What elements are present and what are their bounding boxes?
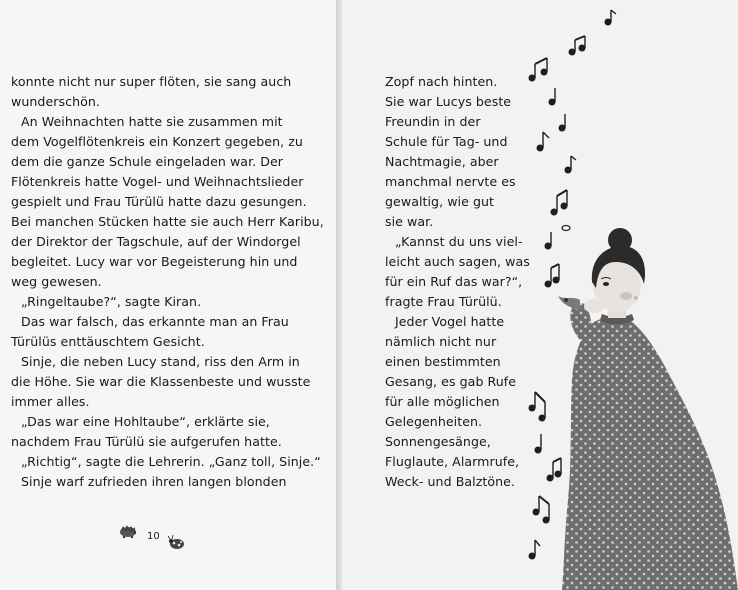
text-line: nämlich nicht nur: [385, 334, 497, 349]
text-line: für ein Ruf das war?“,: [385, 274, 523, 289]
text-line: Fluglaute, Alarmrufe,: [385, 454, 520, 469]
teacher-illustration: [502, 0, 738, 590]
page-footer: [118, 522, 188, 552]
text-line: Freundin in der: [385, 114, 481, 129]
text-line: „Ringeltaube?“, sagte Kiran.: [21, 294, 202, 309]
text-line: „Das war eine Hohltaube“, erklärte sie,: [21, 414, 270, 429]
text-line: Weck- und Balztöne.: [385, 474, 515, 489]
text-line: „Richtig“, sagte die Lehrerin. „Ganz toll, Sinje.“: [21, 454, 321, 469]
text-line: gewaltig, wie gut: [385, 194, 495, 209]
text-line: für alle möglichen: [385, 394, 500, 409]
page-number: 10: [147, 531, 160, 542]
text-line: An Weihnachten hatte sie zusammen mit: [21, 114, 283, 129]
text-line: Nachtmagie, aber: [385, 154, 499, 169]
text-line: die Höhe. Sie war die Klassenbeste und wusste: [11, 374, 311, 389]
text-line: sie war.: [385, 214, 434, 229]
text-line: „Kannst du uns viel-: [395, 234, 523, 249]
text-line: fragte Frau Türülü.: [385, 294, 502, 309]
text-line: konnte nicht nur super flöten, sie sang auch: [11, 74, 292, 89]
hedgehog-icon: [118, 524, 138, 538]
text-line: Schule für Tag- und: [385, 134, 508, 149]
text-line: Flötenkreis hatte Vogel- und Weihnachtslieder: [11, 174, 304, 189]
text-line: gespielt und Frau Türülü hatte dazu gesungen.: [11, 194, 307, 209]
left-page: [0, 0, 336, 590]
text-line: Bei manchen Stücken hatte sie auch Herr Karibu,: [11, 214, 324, 229]
text-line: begleitet. Lucy war vor Begeisterung hin und: [11, 254, 298, 269]
text-line: einen bestimmten: [385, 354, 501, 369]
text-line: weg gewesen.: [11, 274, 102, 289]
left-page-text: [11, 72, 324, 492]
dress: [562, 318, 738, 590]
text-line: nachdem Frau Türülü sie aufgerufen hatte.: [11, 434, 282, 449]
text-line: Sie war Lucys beste: [385, 94, 512, 109]
text-line: Türülüs enttäuschtem Gesicht.: [11, 334, 205, 349]
text-line: wunderschön.: [11, 94, 100, 109]
text-line: Zopf nach hinten.: [385, 74, 498, 89]
text-line: leicht auch sagen, was: [385, 254, 530, 269]
text-line: Gelegenheiten.: [385, 414, 483, 429]
text-line: dem die ganze Schule eingeladen war. Der: [11, 154, 284, 169]
text-line: Sinje warf zufrieden ihren langen blonden: [21, 474, 287, 489]
text-line: dem Vogelflötenkreis ein Konzert gegeben, zu: [11, 134, 303, 149]
right-page: [342, 0, 738, 590]
text-line: Jeder Vogel hatte: [395, 314, 505, 329]
text-line: Sinje, die neben Lucy stand, riss den Arm in: [21, 354, 300, 369]
ladybug-icon: [168, 534, 186, 550]
text-line: Sonnengesänge,: [385, 434, 491, 449]
text-line: Gesang, es gab Rufe: [385, 374, 517, 389]
text-line: der Direktor der Tagschule, auf der Windorgel: [11, 234, 301, 249]
text-line: manchmal nervte es: [385, 174, 516, 189]
text-line: Das war falsch, das erkannte man an Frau: [21, 314, 289, 329]
text-line: immer alles.: [11, 394, 90, 409]
